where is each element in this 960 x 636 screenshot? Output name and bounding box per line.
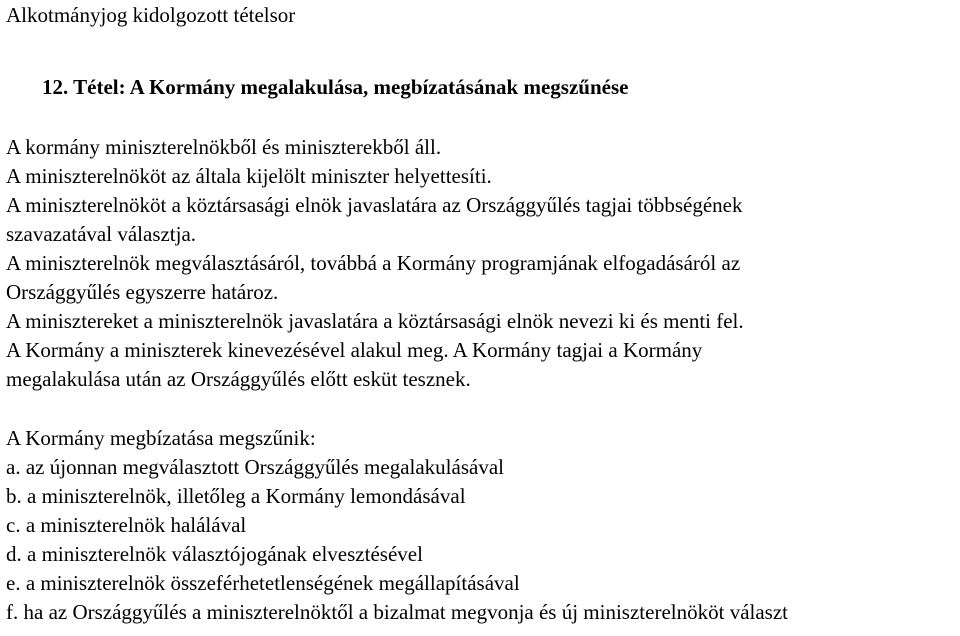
paragraph-line: A kormány miniszterelnökből és miniszterekből áll. (6, 135, 442, 159)
paragraph-line: A minisztereket a miniszterelnök javaslatára a köztársasági elnök nevezi ki és menti fel. (6, 309, 744, 333)
paragraph-line: Országgyűlés egyszerre határoz. (6, 280, 279, 304)
section-title: 12. Tétel: A Kormány megalakulása, megbízatásának megszűnése (42, 75, 629, 99)
list-item: b. a miniszterelnök, illetőleg a Kormány lemondásával (6, 484, 466, 508)
document-header: Alkotmányjog kidolgozott tételsor (6, 3, 296, 27)
list-item: c. a miniszterelnök halálával (6, 513, 247, 537)
paragraph-line: A miniszterelnököt a köztársasági elnök javaslatára az Országgyűlés tagjai többségének (6, 193, 743, 217)
paragraph-line: A miniszterelnök megválasztásáról, továbbá a Kormány programjának elfogadásáról az (6, 251, 741, 275)
list-item: a. az újonnan megválasztott Országgyűlés megalakulásával (6, 455, 504, 479)
paragraph-line: megalakulása után az Országgyűlés előtt esküt tesznek. (6, 367, 471, 391)
list-item: d. a miniszterelnök választójogának elvesztésével (6, 542, 423, 566)
termination-heading: A Kormány megbízatása megszűnik: (6, 426, 316, 450)
paragraph-line: A miniszterelnököt az általa kijelölt miniszter helyettesíti. (6, 164, 492, 188)
paragraph-line: A Kormány a miniszterek kinevezésével alakul meg. A Kormány tagjai a Kormány (6, 338, 703, 362)
list-item: e. a miniszterelnök összeférhetetlenségének megállapításával (6, 571, 520, 595)
list-item: f. ha az Országgyűlés a miniszterelnöktől a bizalmat megvonja és új miniszterelnököt választ (6, 600, 788, 624)
paragraph-line: szavazatával választja. (6, 222, 197, 246)
